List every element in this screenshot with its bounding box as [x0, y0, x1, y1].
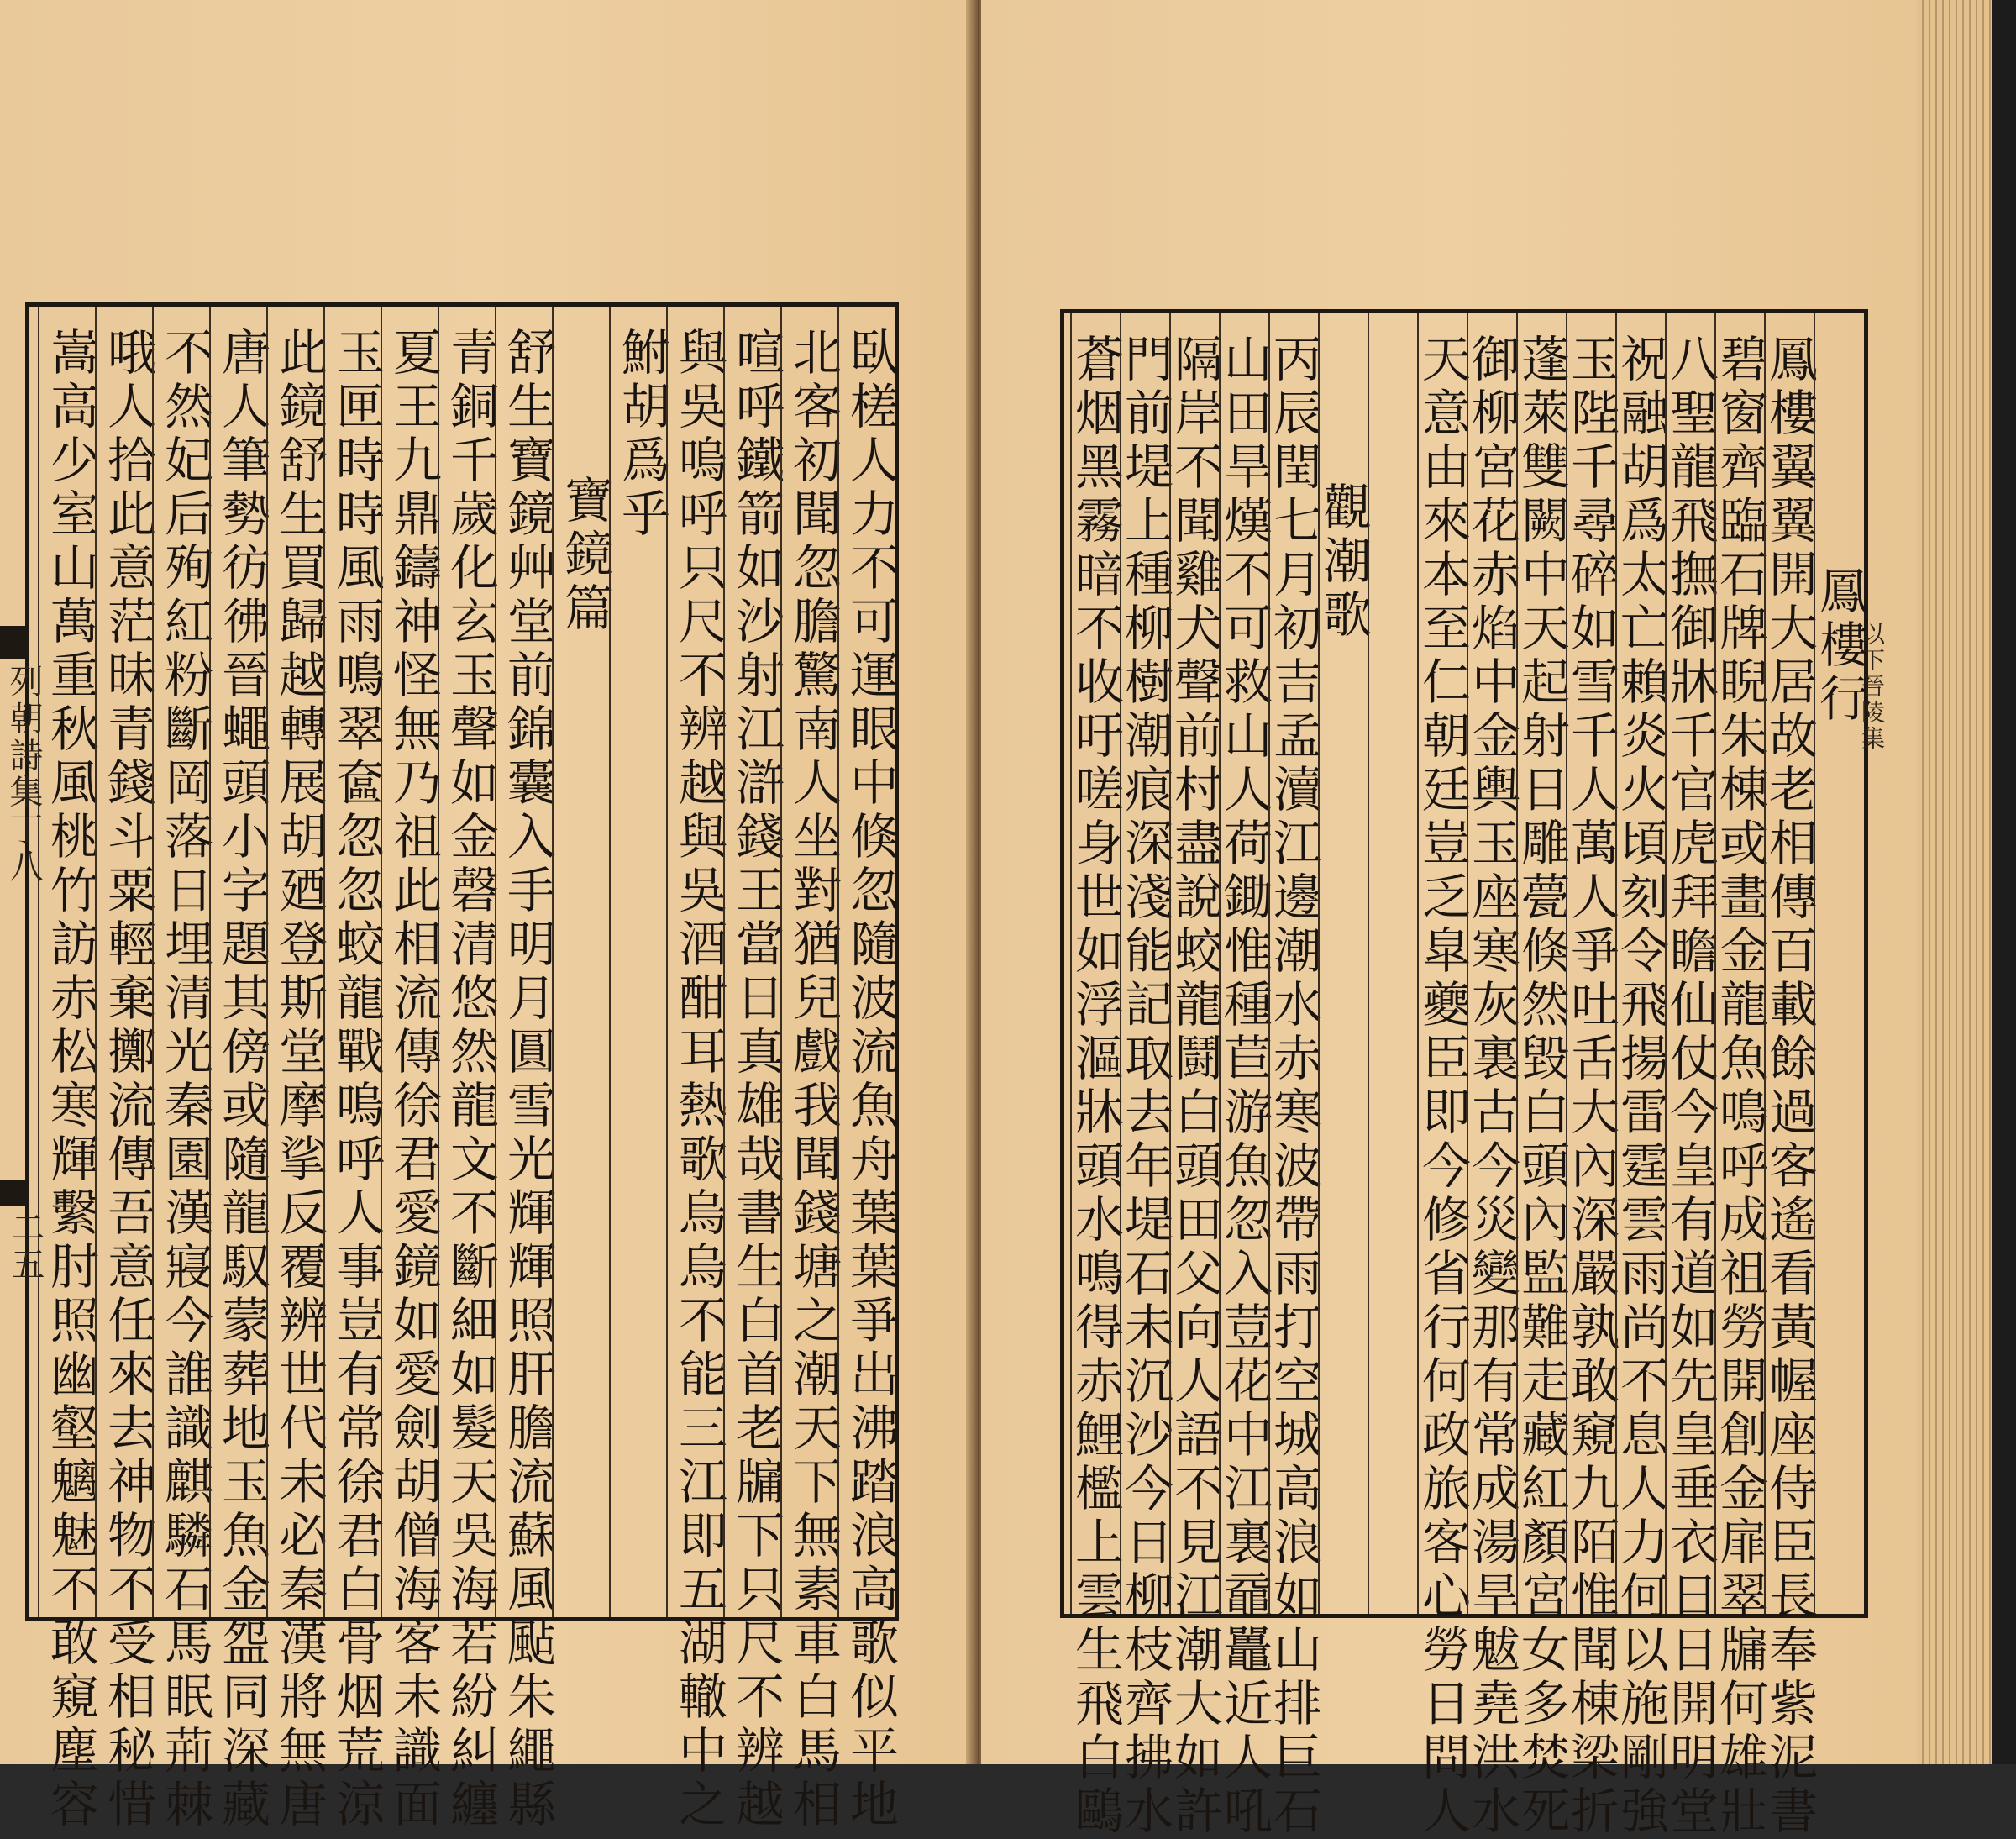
page-edges [1917, 0, 2016, 1764]
right_page-column-5: 玉陛千尋碎如雪千人萬人爭吐舌大內深嚴孰敢窺九陌惟聞棟梁折 [1566, 313, 1615, 1614]
folio-number: 二五 [6, 1210, 45, 1284]
right-page [981, 0, 1924, 1839]
right_page-column-14: 門前堤上種柳樹潮痕深淺能記取去年堤石未沉沙今日柳枝齊拂水 [1120, 313, 1169, 1614]
left_page-column-15: 嵩高少室山萬重秋風桃竹訪赤松寒輝繫肘照幽壑魑魅不敢窺塵容 [38, 307, 95, 1617]
left-page [0, 0, 974, 1832]
right-columns [1064, 313, 1868, 1839]
right_page-column-8: 天意由來本至仁朝廷豈乏皐夔臣即今修省行何政旅客心勞日問人 [1417, 313, 1467, 1614]
right_page-column-1: 鳳樓翼翼開大居故老相傳百載餘過客遙看黃幄座侍臣長奉紫泥書 [1764, 313, 1814, 1614]
left_page-column-5: 鮒胡爲乎 [609, 307, 666, 1617]
left_page-column-9: 夏王九鼎鑄神怪無乃祖此相流傳徐君愛鏡如愛劍胡僧海客未識面 [381, 307, 438, 1617]
right_page-column-7: 御柳宮花赤焰中金輿玉座寒灰裏古今災變那有常成湯旱魃堯洪水 [1467, 313, 1516, 1614]
left_page-column-2: 北客初聞忽膽驚南人坐對猶兒戲我聞錢塘之潮天下無素車白馬相 [780, 307, 837, 1617]
left_page-column-4: 與吳嗚呼只尺不辨越與吳酒酣耳熱歌烏烏不能三江即五湖轍中之 [666, 307, 723, 1617]
left_page-column-7: 舒生寶鏡艸堂前錦囊入手明月圓雪光輝輝照肝膽流蘇風颭朱繩縣 [495, 307, 552, 1617]
right_page-column-12: 山田旱熯不可救山人荷鋤惟種苣游魚忽入荳花中江裏黿鼉近人吼 [1219, 313, 1268, 1614]
left-columns [29, 307, 899, 1832]
left_page-column-13: 不然妃后殉紅粉斷岡落日埋清光秦園漢寢今誰識麒驎石馬眠荊棘 [152, 307, 209, 1617]
left-text-frame [25, 302, 899, 1832]
left_page-column-14: 哦人拾此意茫昧青錢斗粟輕棄擲流傳吾意任來去神物不受相秘惜 [95, 307, 152, 1617]
left_page-column-1: 臥槎人力不可運眼中倏忽隨波流魚舟葉葉爭出沸踏浪高歌似平地 [837, 307, 895, 1617]
right-text-frame [1060, 309, 1868, 1839]
left_page-column-6: 寶鏡篇 [552, 307, 609, 1617]
left_page-column-8: 青銅千歲化玄玉聲如金磬清悠然龍文不斷細如髮天吳海若紛糾纏 [438, 307, 495, 1617]
right_page-column-3: 八聖龍飛撫御牀千官虎拜瞻仙仗今皇有道如先皇垂衣日日開明堂 [1665, 313, 1714, 1614]
right_page-column-13: 隔岸不聞雞犬聲前村盡說蛟龍鬪白頭田父向人語不見江潮大如許 [1169, 313, 1219, 1614]
poem-subtitle: 鳳樓行 [1814, 313, 1864, 1614]
fishtail-mark-top [0, 626, 29, 659]
right_page-column-6: 蓬萊雙闕中天起射日雕甍倏然毀白頭內監難走藏紅顏宮女多焚死 [1516, 313, 1566, 1614]
right_page-column-4: 祝融胡爲太亡賴炎火頃刻令飛揚雷霆雲雨尚不息人力何以施剛強 [1615, 313, 1665, 1614]
margin-book-title: 列朝詩集丁八 [4, 664, 43, 885]
poem-subtitle-note: 以下晉陵集 [1858, 622, 1886, 752]
right_page-column-9 [1368, 313, 1417, 1614]
left_page-column-11: 此鏡舒生買歸越轉展胡廼登斯堂摩挲反覆辨世代未必秦漢將無唐 [266, 307, 323, 1617]
left_page-column-12: 唐人筆勢彷彿晉蠅頭小字題其傍或隨龍馭蒙葬地玉魚金盌同深藏 [209, 307, 266, 1617]
left_page-column-10: 玉匣時時風雨鳴翠奩忽忽蛟龍戰嗚呼人事豈有常徐君白骨烟荒涼 [323, 307, 381, 1617]
right_page-column-10: 觀潮歌 [1318, 313, 1368, 1614]
right_page-column-2: 碧窗齊臨石牌睨朱棟或畫金龍魚鳴呼成祖勞開創金扉翠牖何雄壯 [1714, 313, 1764, 1614]
right_page-column-11: 丙辰閏七月初吉孟瀆江邊潮水赤寒波帶雨打空城高浪如山排巨石 [1268, 313, 1318, 1614]
left_page-column-3: 喧呼鐵箭如沙射江滸錢王當日真雄哉書生白首老牖下只尺不辨越 [723, 307, 780, 1617]
right_page-column-15: 蒼烟黑霧暗不收吁嗟身世如浮漚牀頭水鳴得赤鯉檻上雲生飛白鷗 [1070, 313, 1120, 1614]
fishtail-mark-bottom [0, 1180, 29, 1206]
